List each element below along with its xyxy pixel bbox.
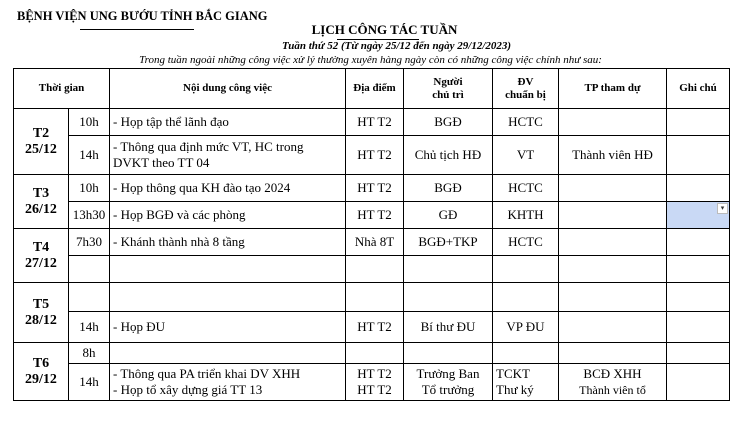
day-date: 28/12 — [25, 312, 57, 328]
day-date: 29/12 — [25, 371, 57, 387]
chair-cell[interactable] — [404, 343, 493, 364]
chair-line: Trưởng Ban — [416, 366, 480, 381]
notes-cell-selected[interactable] — [667, 202, 730, 229]
col-header-prep[interactable] — [493, 69, 559, 109]
table-row — [14, 256, 730, 283]
table-row — [14, 136, 730, 175]
attendees-cell[interactable] — [559, 364, 667, 401]
prep-cell[interactable]: HCTC — [493, 175, 559, 202]
location-cell[interactable]: HT T2 — [346, 202, 404, 229]
prep-line: Thư ký — [496, 382, 534, 397]
content-cell[interactable]: - Họp BGĐ và các phòng — [110, 202, 346, 229]
content-cell[interactable] — [110, 283, 346, 312]
schedule-note — [0, 54, 741, 66]
time-cell[interactable]: 14h — [69, 364, 110, 401]
chair-line: Tổ trưởng — [421, 382, 475, 397]
chair-cell[interactable]: BGĐ — [404, 175, 493, 202]
notes-cell[interactable] — [667, 175, 730, 202]
week-subtitle-text: Tuần thứ 52 (Từ ngày 25/12 đến ngày 29/12/2023) — [281, 40, 512, 52]
day-date: 27/12 — [25, 255, 57, 271]
location-cell[interactable] — [346, 256, 404, 283]
attendees-cell[interactable] — [559, 202, 667, 229]
time-cell[interactable]: 10h — [69, 175, 110, 202]
chair-cell[interactable]: Chủ tịch HĐ — [404, 136, 493, 175]
chair-cell[interactable]: GĐ — [404, 202, 493, 229]
time-cell[interactable]: 14h — [69, 136, 110, 175]
attendees-cell[interactable] — [559, 256, 667, 283]
prep-line: TCKT — [496, 366, 530, 381]
table-row — [14, 175, 730, 202]
attendees-line: Thành viên tổ — [579, 383, 646, 397]
dropdown-arrow-icon[interactable]: ▾ — [717, 203, 728, 214]
prep-cell[interactable] — [493, 256, 559, 283]
col-header-chair[interactable] — [404, 69, 493, 109]
attendees-cell[interactable] — [559, 229, 667, 256]
table-row — [14, 283, 730, 312]
notes-cell[interactable] — [667, 136, 730, 175]
col-header-notes[interactable]: Ghi chú — [667, 69, 730, 109]
time-cell[interactable]: 10h — [69, 109, 110, 136]
time-cell[interactable]: 7h30 — [69, 229, 110, 256]
day-cell-fri[interactable] — [14, 343, 69, 401]
prep-cell[interactable] — [493, 364, 559, 401]
day-cell-thu[interactable] — [14, 283, 69, 343]
attendees-line: BCĐ XHH — [583, 366, 642, 381]
location-cell[interactable]: HT T2 — [346, 175, 404, 202]
attendees-cell[interactable]: Thành viên HĐ — [559, 136, 667, 175]
location-cell[interactable]: HT T2 — [346, 109, 404, 136]
content-line: - Họp tổ xây dựng giá TT 13 — [113, 382, 263, 397]
day-name: T2 — [32, 125, 50, 141]
table-row — [14, 364, 730, 401]
content-cell[interactable]: - Họp tập thể lãnh đạo — [110, 109, 346, 136]
notes-cell[interactable] — [667, 364, 730, 401]
page-title — [0, 22, 741, 38]
table-row — [14, 109, 730, 136]
prep-cell[interactable] — [493, 343, 559, 364]
day-date: 26/12 — [25, 201, 57, 217]
attendees-cell[interactable] — [559, 109, 667, 136]
day-date: 25/12 — [25, 141, 57, 157]
prep-cell[interactable] — [493, 283, 559, 312]
content-cell[interactable] — [110, 364, 346, 401]
prep-cell[interactable]: HCTC — [493, 229, 559, 256]
time-cell[interactable] — [69, 256, 110, 283]
prep-cell[interactable]: VP ĐU — [493, 312, 559, 343]
notes-cell[interactable] — [667, 229, 730, 256]
content-cell[interactable] — [110, 256, 346, 283]
time-cell[interactable]: 8h — [69, 343, 110, 364]
prep-cell[interactable]: HCTC — [493, 109, 559, 136]
day-name: T5 — [32, 296, 50, 312]
location-cell[interactable]: HT T2 — [346, 312, 404, 343]
location-line: HT T2 — [357, 382, 392, 397]
attendees-cell[interactable] — [559, 175, 667, 202]
col-header-time[interactable]: Thời gian — [14, 69, 110, 109]
notes-cell[interactable] — [667, 283, 730, 312]
location-line: HT T2 — [357, 366, 392, 381]
day-cell-wed[interactable] — [14, 229, 69, 283]
table-row — [14, 343, 730, 364]
day-cell-tue[interactable] — [14, 175, 69, 229]
attendees-cell[interactable] — [559, 343, 667, 364]
content-cell[interactable] — [110, 343, 346, 364]
content-cell[interactable]: - Họp thông qua KH đào tạo 2024 — [110, 175, 346, 202]
notes-cell[interactable] — [667, 109, 730, 136]
day-name: T4 — [32, 239, 50, 255]
week-subtitle — [0, 40, 741, 52]
header-row — [14, 69, 730, 109]
content-cell[interactable]: - Họp ĐU — [110, 312, 346, 343]
col-header-prep-line2: chuẩn bị — [505, 88, 546, 101]
time-cell[interactable]: 13h30 — [69, 202, 110, 229]
col-header-location[interactable]: Địa điểm — [346, 69, 404, 109]
notes-cell[interactable] — [667, 343, 730, 364]
day-name: T6 — [32, 355, 50, 371]
chair-cell[interactable]: BGĐ — [404, 109, 493, 136]
attendees-cell[interactable] — [559, 312, 667, 343]
chair-cell[interactable]: Bí thư ĐU — [404, 312, 493, 343]
attendees-cell[interactable] — [559, 283, 667, 312]
schedule-note-text: Trong tuần ngoài những công việc xử lý thường xuyên hàng ngày còn có những công việc chính như sau: — [139, 54, 602, 66]
notes-cell[interactable] — [667, 256, 730, 283]
col-header-chair-line1: Người — [433, 75, 463, 88]
prep-cell[interactable]: KHTH — [493, 202, 559, 229]
day-name: T3 — [32, 185, 50, 201]
notes-cell[interactable] — [667, 312, 730, 343]
time-cell[interactable]: 14h — [69, 312, 110, 343]
content-cell[interactable] — [110, 136, 346, 175]
content-line: - Thông qua định mức VT, HC trong — [113, 139, 304, 154]
time-cell[interactable] — [69, 283, 110, 312]
content-line: - Thông qua PA triển khai DV XHH — [113, 366, 301, 381]
schedule-table — [13, 68, 730, 401]
table-row — [14, 202, 730, 229]
col-header-chair-line2: chủ trì — [432, 88, 464, 101]
col-header-prep-line1: ĐV — [517, 75, 534, 88]
table-row — [14, 229, 730, 256]
chair-cell[interactable] — [404, 364, 493, 401]
chair-cell[interactable] — [404, 256, 493, 283]
hospital-name: BỆNH VIỆN UNG BƯỚU TỈNH BẮC GIANG — [17, 9, 268, 23]
location-cell[interactable] — [346, 343, 404, 364]
chair-cell[interactable] — [404, 283, 493, 312]
day-cell-mon[interactable] — [14, 109, 69, 175]
location-cell[interactable]: Nhà 8T — [346, 229, 404, 256]
location-cell[interactable]: HT T2 — [346, 136, 404, 175]
chair-cell[interactable]: BGĐ+TKP — [404, 229, 493, 256]
col-header-content[interactable]: Nội dung công việc — [110, 69, 346, 109]
col-header-attendees[interactable]: TP tham dự — [559, 69, 667, 109]
prep-cell[interactable]: VT — [493, 136, 559, 175]
location-cell[interactable] — [346, 283, 404, 312]
location-cell[interactable] — [346, 364, 404, 401]
table-row — [14, 312, 730, 343]
content-cell[interactable]: - Khánh thành nhà 8 tầng — [110, 229, 346, 256]
page-title-text: LỊCH CÔNG TÁC TUẦN — [311, 22, 458, 37]
content-line: DVKT theo TT 04 — [113, 155, 210, 170]
